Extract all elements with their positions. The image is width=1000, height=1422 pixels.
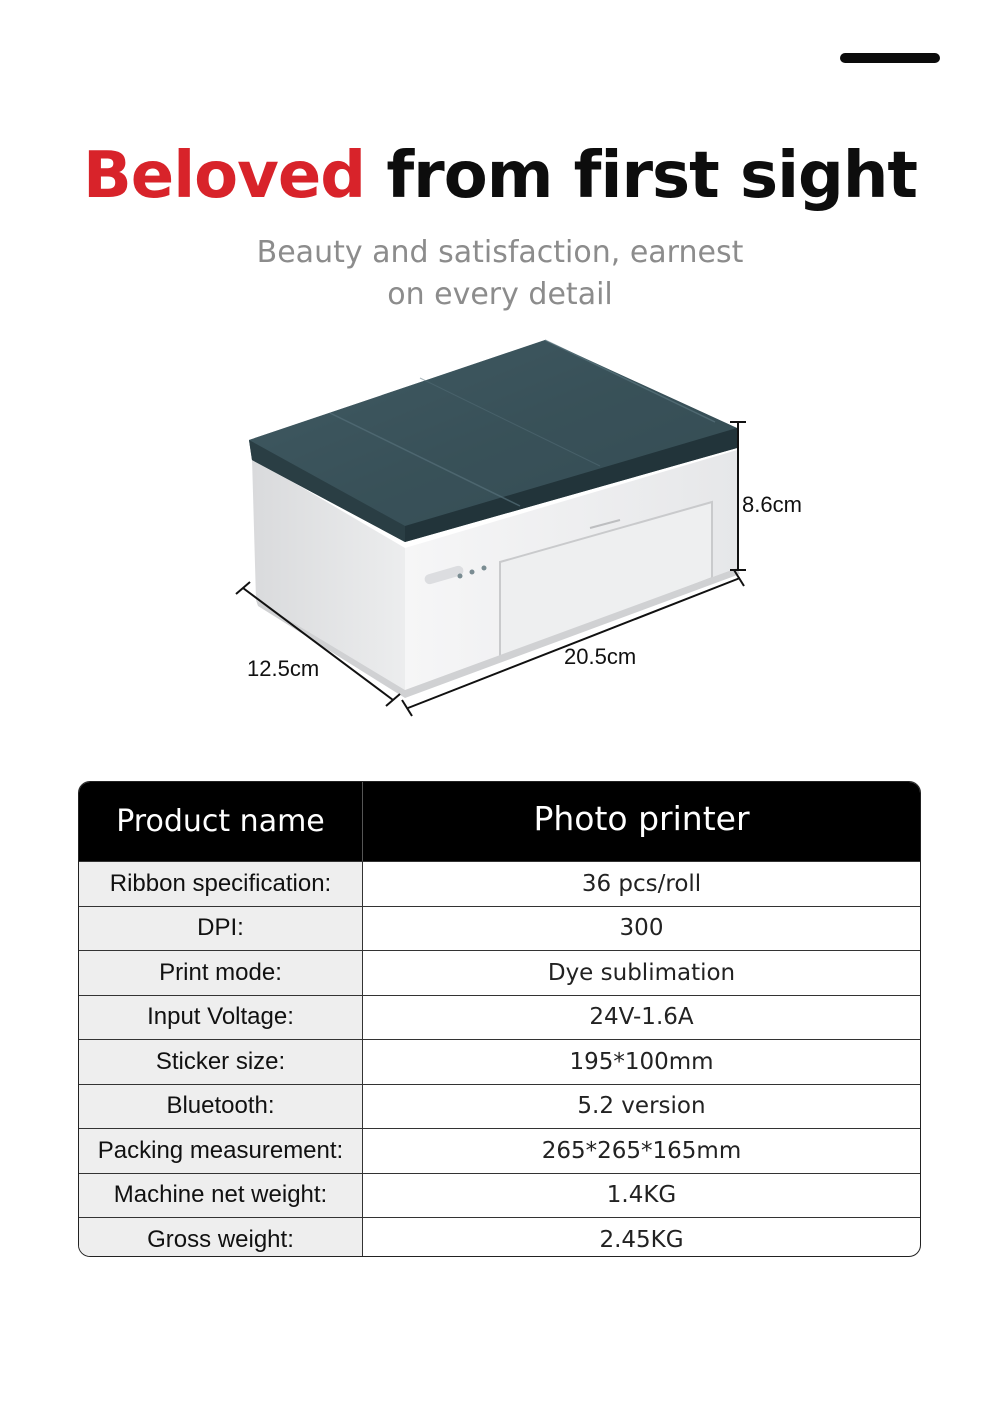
table-row [79, 995, 920, 1040]
row-value: 2.45KG [599, 1226, 684, 1253]
row-value: Dye sublimation [547, 959, 736, 986]
headline [0, 138, 1000, 214]
table-row [79, 950, 920, 995]
row-value: 195*100mm [569, 1048, 714, 1075]
depth-label: 12.5cm [247, 656, 320, 681]
row-label: Print mode: [79, 951, 363, 995]
row-value: 265*265*165mm [541, 1137, 742, 1164]
row-label: Input Voltage: [79, 996, 363, 1040]
subtitle-line-2: on every detail [387, 277, 613, 312]
row-value: 24V-1.6A [589, 1004, 694, 1031]
row-label: Sticker size: [79, 1040, 363, 1084]
row-value: 36 pcs/roll [581, 870, 702, 897]
table-row [79, 1039, 920, 1084]
row-value: 300 [619, 915, 664, 942]
table-row [79, 906, 920, 951]
table-row [79, 1173, 920, 1218]
header-value: Photo printer [533, 799, 750, 838]
printer-illustration [0, 330, 1000, 730]
table-header [79, 782, 920, 861]
headline-accent: Beloved [83, 139, 366, 213]
width-label: 20.5cm [564, 644, 637, 669]
table-row [79, 1128, 920, 1173]
row-value: 5.2 version [577, 1093, 706, 1120]
row-label: DPI: [79, 907, 363, 951]
table-row [79, 861, 920, 906]
decorative-top-bar [840, 53, 940, 63]
spec-table [78, 781, 921, 1257]
headline-rest: from first sight [386, 139, 917, 213]
row-value: 1.4KG [606, 1182, 677, 1209]
row-label: Machine net weight: [79, 1174, 363, 1218]
table-row [79, 1084, 920, 1129]
subtitle [0, 232, 1000, 316]
header-label: Product name [79, 782, 363, 861]
subtitle-line-1: Beauty and satisfaction, earnest [256, 235, 744, 270]
height-label: 8.6cm [742, 492, 802, 517]
table-row [79, 1217, 920, 1257]
row-label: Ribbon specification: [79, 862, 363, 906]
printer-body [249, 340, 740, 698]
row-label: Gross weight: [79, 1218, 363, 1257]
row-label: Packing measurement: [79, 1129, 363, 1173]
row-label: Bluetooth: [79, 1085, 363, 1129]
